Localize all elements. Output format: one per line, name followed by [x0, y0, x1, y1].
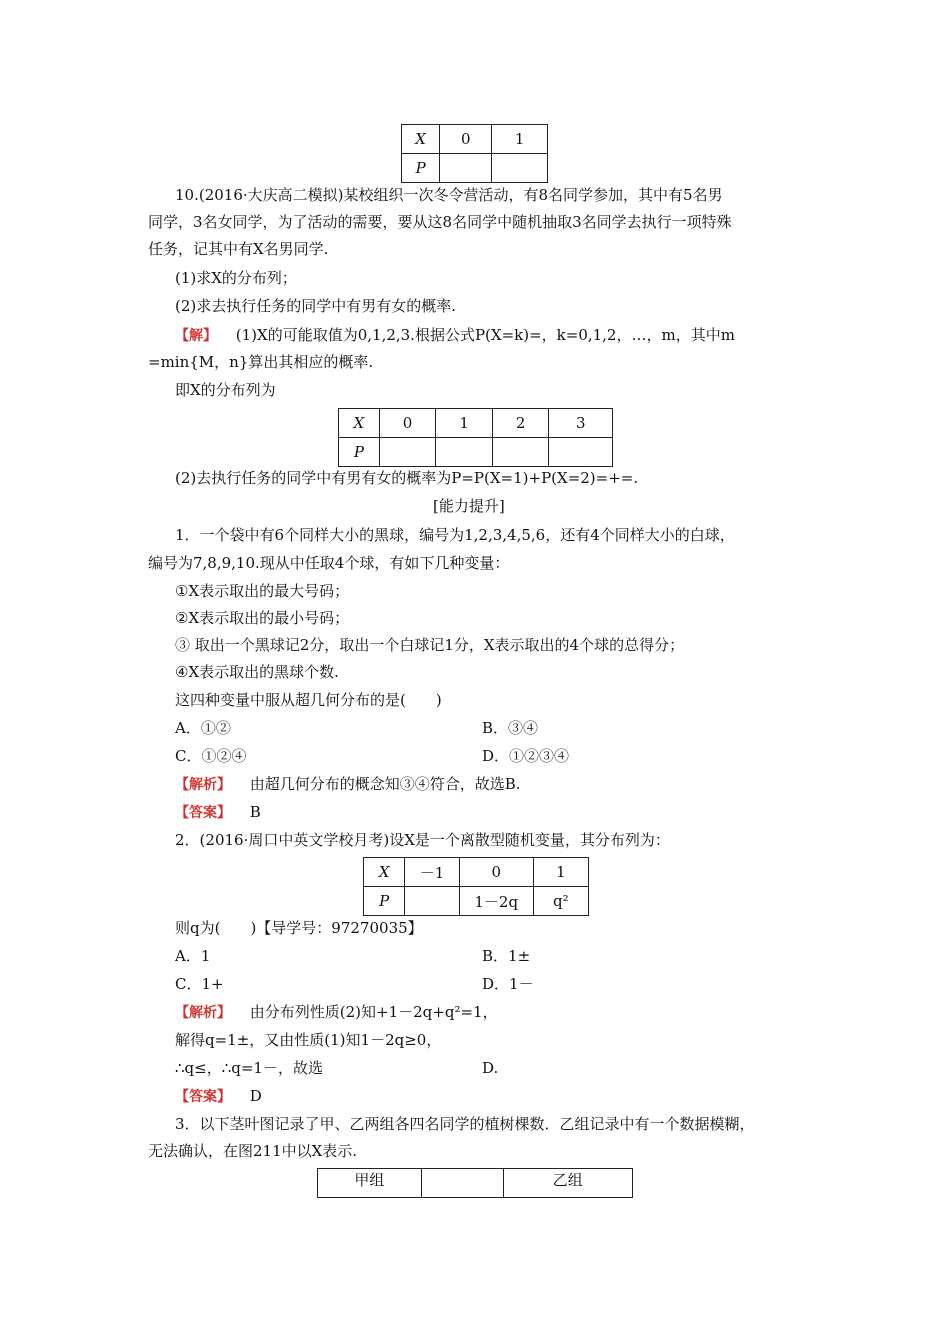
q2-option-b: B．1±	[482, 947, 531, 965]
table-cell	[440, 154, 492, 183]
q1-analysis-row	[175, 774, 521, 795]
table-cell	[405, 887, 459, 916]
q2-option-d: D．1－	[482, 975, 534, 993]
q10-line2: 同学，3名女同学，为了活动的需要，要从这8名同学中随机抽取3名同学去执行一项特殊	[148, 213, 732, 231]
q2-analysis-row	[175, 1002, 498, 1023]
q10-solution-line3: 即X的分布列为	[175, 381, 276, 399]
table-cell: X	[339, 409, 380, 438]
table-cell: 0	[379, 409, 436, 438]
q1-item1: ①X表示取出的最大号码；	[175, 582, 350, 600]
q2-analysis3b: D.	[482, 1059, 499, 1077]
table-cell: 1	[533, 858, 588, 887]
q10-solution-line4: (2)去执行任务的同学中有男有女的概率为P=P(X=1)+P(X=2)=+=.	[175, 469, 639, 487]
q1-answer-row	[175, 802, 261, 823]
q1-question: 这四种变量中服从超几何分布的是( )	[175, 691, 442, 709]
table-cell: P	[339, 438, 380, 467]
answer-tag: 【答案】	[175, 1089, 231, 1105]
q10-line3: 任务，记其中有X名男同学.	[148, 240, 329, 258]
q10-part2: (2)求去执行任务的同学中有男有女的概率.	[175, 297, 457, 315]
section-title: [能力提升]	[433, 497, 505, 515]
table-cell: q²	[533, 887, 588, 916]
table-cell: 1	[492, 125, 548, 154]
q1-analysis: 由超几何分布的概念知③④符合，故选B.	[249, 775, 521, 793]
q2-answer-row	[175, 1086, 262, 1107]
q2-analysis1: 由分布列性质(2)知+1－2q+q²=1，	[249, 1003, 498, 1021]
q3-line2: 无法确认，在图211中以X表示.	[148, 1142, 358, 1160]
q1-line1: 1．一个袋中有6个同样大小的黑球，编号为1,2,3,4,5,6，还有4个同样大小的白球，	[175, 526, 735, 544]
q2-analysis2: 解得q=1±，又由性质(1)知1－2q≥0，	[175, 1031, 442, 1049]
analysis-tag: 【解析】	[175, 1005, 231, 1021]
table-cell: 1	[436, 409, 493, 438]
distribution-table-q2	[363, 857, 589, 916]
table-cell-yi: 乙组	[503, 1169, 632, 1198]
analysis-tag: 【解析】	[175, 777, 231, 793]
table-cell: 2	[492, 409, 549, 438]
q1-item2: ②X表示取出的最小号码；	[175, 609, 350, 627]
q3-line1: 3．以下茎叶图记录了甲、乙两组各四名同学的植树棵数．乙组记录中有一个数据模糊，	[175, 1115, 755, 1133]
q1-option-b: B．③④	[482, 719, 539, 737]
q1-item3: ③ 取出一个黑球记2分，取出一个白球记1分，X表示取出的4个球的总得分；	[175, 636, 685, 654]
table-cell-jia: 甲组	[318, 1169, 422, 1198]
table-cell: X	[402, 125, 440, 154]
table-cell: 0	[440, 125, 492, 154]
q10-solution-line1: (1)X的可能取值为0,1,2,3.根据公式P(X=k)=，k=0,1,2，…，m，其中m	[235, 326, 735, 344]
q2-option-c: C．1+	[175, 975, 224, 993]
table-cell-stem	[421, 1169, 503, 1198]
distribution-table-top	[401, 124, 548, 183]
table-cell	[379, 438, 436, 467]
table-cell	[436, 438, 493, 467]
table-cell: －1	[405, 858, 459, 887]
q10-solution-row	[175, 325, 735, 346]
q1-option-c: C．①②④	[175, 747, 247, 765]
q2-line1: 2．(2016·周口中英文学校月考)设X是一个离散型随机变量，其分布列为：	[175, 831, 670, 849]
q10-solution-line2: =min{M，n}算出其相应的概率.	[148, 353, 374, 371]
q1-option-a: A．①②	[175, 719, 231, 737]
table-cell	[549, 438, 613, 467]
table-cell	[492, 438, 549, 467]
q1-answer: B	[249, 803, 261, 821]
stem-leaf-table	[317, 1168, 633, 1198]
solution-tag: 【解】	[175, 328, 217, 344]
q10-part1: (1)求X的分布列；	[175, 269, 297, 287]
q2-analysis3: ∴q≤，∴q=1－，故选	[175, 1059, 323, 1077]
q2-answer: D	[249, 1087, 262, 1105]
q10-line1: 10.(2016·大庆高二模拟)某校组织一次冬令营活动，有8名同学参加，其中有5名男	[175, 186, 723, 204]
q2-question: 则q为( )【导学号：97270035】	[175, 919, 423, 937]
table-cell: 1－2q	[459, 887, 533, 916]
table-cell	[492, 154, 548, 183]
table-cell: 3	[549, 409, 613, 438]
answer-tag: 【答案】	[175, 805, 231, 821]
table-cell: P	[402, 154, 440, 183]
table-cell: 0	[459, 858, 533, 887]
table-cell: X	[364, 858, 405, 887]
q2-option-a: A．1	[175, 947, 211, 965]
q1-line2: 编号为7,8,9,10.现从中任取4个球，有如下几种变量：	[148, 554, 510, 572]
q1-item4: ④X表示取出的黑球个数.	[175, 663, 339, 681]
q1-option-d: D．①②③④	[482, 747, 570, 765]
distribution-table-q10	[338, 408, 613, 467]
table-cell: P	[364, 887, 405, 916]
